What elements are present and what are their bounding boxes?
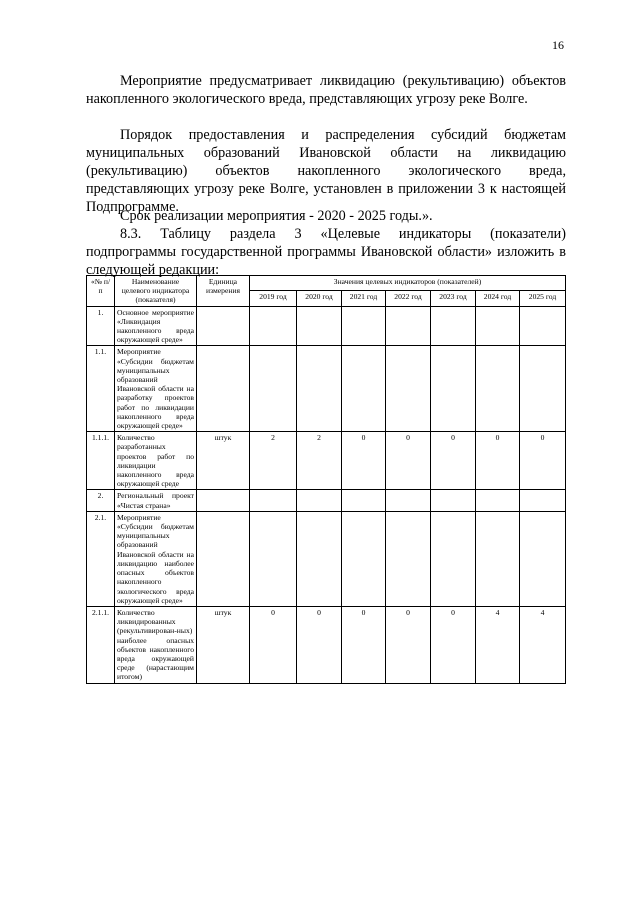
row-value [520, 306, 566, 346]
paragraph-table-amendment: 8.3. Таблицу раздела 3 «Целевые индикаторы (показатели) подпрограммы государственной программы Ивановской области» изложить в следующей редакции: [86, 226, 566, 278]
row-value [342, 306, 386, 346]
header-year: 2024 год [476, 291, 520, 306]
row-unit [197, 511, 250, 606]
row-value: 4 [476, 606, 520, 683]
row-value [386, 306, 431, 346]
row-value: 0 [431, 606, 476, 683]
row-value [431, 511, 476, 606]
row-value: 0 [386, 606, 431, 683]
row-value [386, 511, 431, 606]
table-row [87, 306, 566, 346]
row-value: 2 [250, 432, 297, 490]
header-year: 2019 год [250, 291, 297, 306]
row-value [250, 511, 297, 606]
row-value [520, 511, 566, 606]
row-num: 2. [87, 490, 115, 511]
table-header-row [87, 276, 566, 291]
row-value [476, 306, 520, 346]
row-value: 0 [431, 432, 476, 490]
row-unit: штук [197, 606, 250, 683]
indicators-table [86, 275, 566, 684]
table-row [87, 346, 566, 432]
paragraph-measure-description: Мероприятие предусматривает ликвидацию (рекультивацию) объектов накопленного экологического вреда, представляющих угрозу реке Волге. [86, 73, 566, 107]
row-value [250, 346, 297, 432]
row-name: Количество ликвидированных (рекультивирован-ных) наиболее опасных объектов накопленного вреда окружающей среде (нарастающим итогом) [115, 606, 197, 683]
row-value [297, 306, 342, 346]
row-value [476, 511, 520, 606]
row-value [342, 511, 386, 606]
header-year: 2020 год [297, 291, 342, 306]
paragraph-subsidy-procedure: Порядок предоставления и распределения субсидий бюджетам муниципальных образований Ивановской области на ликвидацию (рекультивацию) объектов накопленного экологического вреда, представляющих угрозу реке Волге, установлен в приложении 3 к настоящей Подпрограмме. [86, 127, 566, 215]
row-value [342, 346, 386, 432]
row-value: 2 [297, 432, 342, 490]
row-value [520, 346, 566, 432]
header-year: 2021 год [342, 291, 386, 306]
row-value [297, 490, 342, 511]
row-name: Мероприятие «Субсидии бюджетам муниципальных образований Ивановской области на разработку проектов работ по ликвидации накопленного вреда окружающей среде» [115, 346, 197, 432]
row-unit: штук [197, 432, 250, 490]
row-num: 2.1. [87, 511, 115, 606]
row-value [386, 346, 431, 432]
row-name: Региональный проект «Чистая страна» [115, 490, 197, 511]
row-value [476, 346, 520, 432]
row-unit [197, 306, 250, 346]
row-value [476, 490, 520, 511]
row-unit [197, 346, 250, 432]
row-value: 0 [297, 606, 342, 683]
row-value [386, 490, 431, 511]
row-unit [197, 490, 250, 511]
row-value: 0 [476, 432, 520, 490]
header-year: 2022 год [386, 291, 431, 306]
header-num: «№ п/п [87, 276, 115, 307]
row-name: Количество разработанных проектов работ по ликвидации накопленного вреда окружающей среде [115, 432, 197, 490]
header-year: 2023 год [431, 291, 476, 306]
header-year: 2025 год [520, 291, 566, 306]
row-value: 0 [250, 606, 297, 683]
row-value [297, 346, 342, 432]
header-values-group: Значения целевых индикаторов (показателей) [250, 276, 566, 291]
row-value: 0 [386, 432, 431, 490]
row-num: 1.1.1. [87, 432, 115, 490]
row-value: 0 [342, 432, 386, 490]
row-value [342, 490, 386, 511]
row-name: Мероприятие «Субсидии бюджетам муниципальных образований Ивановской области на ликвидацию наиболее опасных объектов накопленного экологического вреда окружающей среде» [115, 511, 197, 606]
table-row [87, 606, 566, 683]
table-row [87, 490, 566, 511]
row-value [250, 490, 297, 511]
row-value [431, 346, 476, 432]
row-num: 2.1.1. [87, 606, 115, 683]
table-row [87, 511, 566, 606]
paragraph-implementation-period: Срок реализации мероприятия - 2020 - 2025 годы.». [120, 208, 433, 224]
row-value: 4 [520, 606, 566, 683]
row-value [431, 490, 476, 511]
row-value [520, 490, 566, 511]
row-value: 0 [342, 606, 386, 683]
row-value: 0 [520, 432, 566, 490]
row-name: Основное мероприятие «Ликвидация накопленного вреда окружающей среде» [115, 306, 197, 346]
row-value [431, 306, 476, 346]
table-row [87, 432, 566, 490]
row-num: 1. [87, 306, 115, 346]
page-number: 16 [552, 38, 564, 52]
row-value [297, 511, 342, 606]
header-unit: Единица измерения [197, 276, 250, 307]
header-name: Наименование целевого индикатора (показателя) [115, 276, 197, 307]
row-num: 1.1. [87, 346, 115, 432]
row-value [250, 306, 297, 346]
